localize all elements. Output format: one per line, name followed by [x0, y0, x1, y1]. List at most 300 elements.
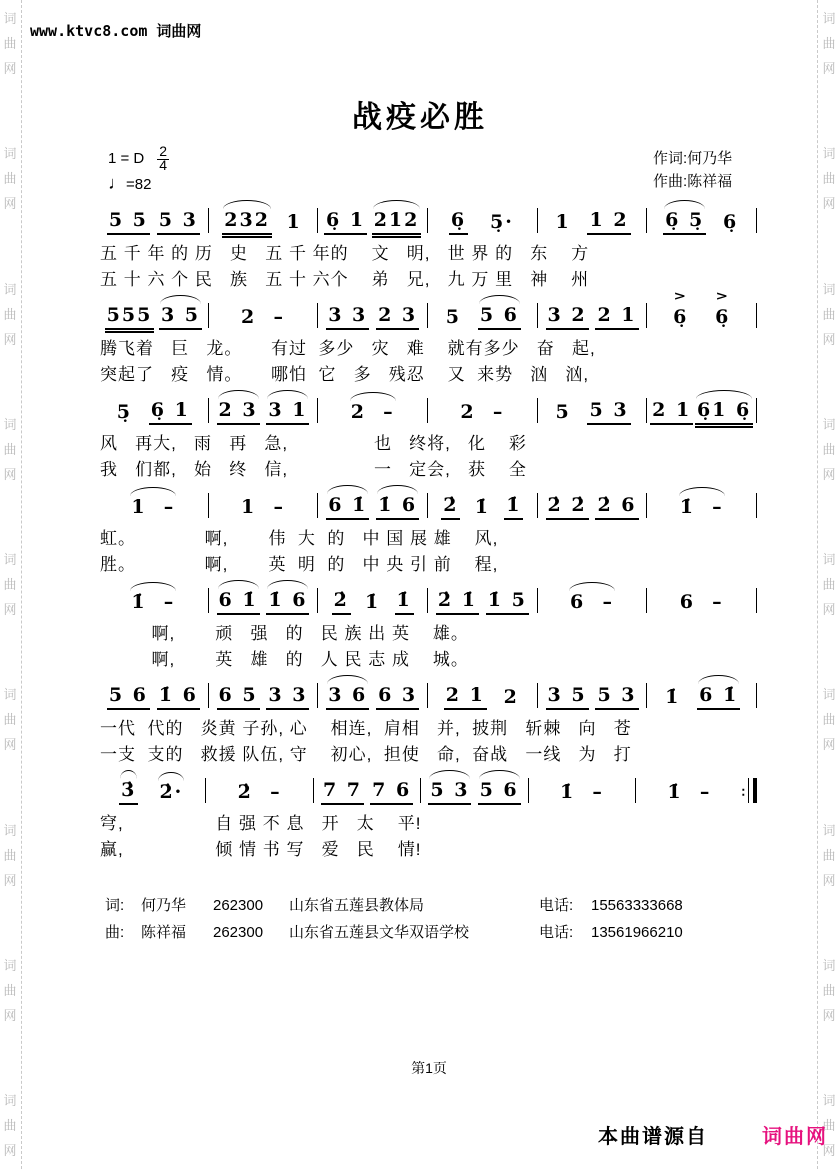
note-group: 2̇: [332, 589, 351, 615]
tempo-value: =82: [126, 176, 152, 193]
note-group: 3 5: [546, 684, 589, 710]
note-group: 7 7: [321, 779, 364, 805]
note-group: 2 1: [650, 399, 693, 425]
barline: [427, 588, 428, 613]
note-group: 1 –: [129, 496, 177, 520]
repeat-dots: ∶: [741, 785, 746, 800]
lyrics-line: 虹。 啊, 伟 大 的 中 国 展 雄 风,: [100, 529, 499, 548]
barline: [537, 208, 538, 233]
song-title: 战疫必胜: [352, 101, 488, 134]
lyrics-line: 五 十 六 个 民 族 五 十 六个 弟 兄, 九 万 里 神 州: [100, 270, 590, 289]
watermark-char: 曲: [822, 1118, 836, 1133]
measure: [100, 304, 207, 336]
note-group: 2 –: [241, 306, 285, 328]
measure: [100, 496, 207, 526]
measure: [210, 589, 317, 621]
watermark-char: 词: [3, 822, 17, 838]
watermark-char: 曲: [3, 306, 17, 322]
tie-arc: [327, 485, 368, 494]
watermark-char: 网: [822, 602, 836, 617]
tie-arc: [327, 675, 368, 684]
note-group: 2 3: [376, 304, 419, 330]
note-group: 3 3: [266, 684, 309, 710]
note-group: 555: [105, 304, 155, 333]
barline: [427, 303, 428, 328]
notation-line: [100, 673, 758, 716]
score: [100, 198, 758, 863]
contact-info: [105, 892, 683, 946]
watermark-char: 词: [3, 957, 17, 973]
notation-system: [100, 768, 758, 863]
lyrics-line: 胜。 啊, 英 明 的 中 央 引 前 程,: [100, 555, 499, 574]
lyrics-line: 穹, 自 强 不 息 开 太 平!: [100, 814, 422, 833]
right-watermark-column: [821, 0, 837, 1169]
note-group: 6 –: [568, 591, 616, 615]
barline: [208, 683, 209, 708]
note-group: 2̇·: [157, 781, 185, 805]
measure: [429, 209, 536, 241]
watermark-char: 曲: [822, 712, 836, 728]
key-signature: [108, 144, 169, 194]
watermark-char: 词: [822, 281, 836, 297]
watermark-text: [2, 141, 18, 216]
barline-thick: [753, 778, 757, 803]
tie-arc: [479, 295, 520, 304]
note-group: 2 –: [460, 401, 505, 423]
watermark-char: 词: [822, 146, 836, 162]
barline: [420, 778, 421, 803]
measure: [429, 684, 536, 716]
lyrics-line: 突起了 疫 情。 哪怕 它 多 残忍 又 来势 汹 汹,: [100, 365, 590, 384]
watermark-char: 曲: [822, 171, 836, 187]
barline: [646, 398, 647, 423]
note-group: 1̇: [474, 496, 490, 518]
watermark-char: 词: [3, 416, 17, 432]
barline: [756, 493, 757, 518]
note-group: 1̇: [665, 686, 681, 708]
watermark-char: 曲: [822, 847, 836, 863]
watermark-char: 词: [822, 416, 836, 432]
watermark-char: 网: [3, 466, 17, 482]
watermark-text: [821, 682, 837, 757]
watermark-char: 词: [822, 11, 836, 26]
note-group: 6̣: [722, 211, 739, 233]
watermark-char: 网: [3, 1143, 17, 1158]
notation-line: [100, 198, 758, 241]
measure: [429, 494, 536, 526]
note-group: 2̇ 2̇: [546, 494, 589, 520]
note-group: 5: [445, 306, 462, 328]
left-watermark-column: [2, 0, 18, 1169]
watermark-text: [821, 818, 837, 893]
barline: [748, 778, 749, 803]
watermark-char: 网: [822, 331, 836, 347]
barline: [537, 303, 538, 328]
note-group: 1̇ –: [678, 496, 726, 520]
measure: [530, 781, 634, 811]
watermark-text: [821, 277, 837, 352]
note-group: 2̇ 1̇: [436, 589, 479, 615]
watermark-text: [2, 547, 18, 622]
measure: [319, 209, 426, 241]
lyrics-line: 五 千 年 的 历 史 五 千 年的 文 明, 世 界 的 东 方: [100, 244, 590, 263]
note-group: 1̇ 6: [157, 684, 200, 710]
barline: [756, 683, 757, 708]
measure: [648, 399, 755, 431]
notation-system: [100, 388, 758, 483]
note-group: 5 3: [587, 399, 630, 425]
measure: [100, 591, 207, 621]
note-group: 2 1: [595, 304, 638, 330]
note-group: 2 1: [444, 684, 487, 710]
watermark-char: 曲: [822, 36, 836, 51]
note-group: 2 –: [349, 401, 397, 425]
contact-org: 山东省五莲县教体局: [289, 897, 425, 914]
measure: [319, 589, 426, 621]
watermark-char: 词: [822, 957, 836, 973]
tie-arc: [479, 770, 520, 779]
watermark-char: 网: [822, 196, 836, 212]
watermark-char: 词: [3, 281, 17, 297]
barline: [317, 208, 318, 233]
accent-mark: >: [715, 288, 731, 304]
tie-arc: [223, 200, 271, 209]
note-group: 5 3: [157, 209, 200, 235]
barline: [313, 778, 314, 803]
lyricist-credit: 作词:何乃华: [653, 150, 733, 167]
measure: [210, 496, 317, 526]
watermark-char: 词: [3, 11, 17, 26]
measure: [648, 288, 755, 336]
watermark-text: [821, 547, 837, 622]
note-group: 2̇ 6: [595, 494, 638, 520]
composer-contact-row: [105, 919, 683, 946]
lyrics-line: 赢, 倾 情 书 写 爱 民 情!: [100, 840, 422, 859]
watermark-char: 词: [3, 146, 17, 162]
tie-arc: [679, 487, 725, 496]
lyrics-line: 我 们都, 始 终 信, 一 定会, 获 全: [100, 460, 527, 479]
site-header: www.ktvc8.com 词曲网: [30, 22, 202, 40]
watermark-text: [821, 412, 837, 487]
barline: [208, 588, 209, 613]
watermark-text: [2, 412, 18, 487]
watermark-text: [2, 953, 18, 1028]
watermark-char: 曲: [3, 36, 17, 51]
barline: [208, 493, 209, 518]
notation-system: [100, 578, 758, 673]
note-group: 212: [372, 209, 422, 238]
barline: [317, 683, 318, 708]
barline: [646, 588, 647, 613]
watermark-char: 曲: [822, 441, 836, 457]
lyrics-line: 啊, 英 雄 的 人 民 志 成 城。: [100, 650, 469, 669]
note-group: 3 5: [159, 304, 202, 330]
measure: [100, 209, 207, 241]
tempo-marking: [108, 174, 169, 194]
time-signature-numerator: 2: [159, 143, 168, 159]
note-group: 2̇: [441, 494, 460, 520]
notation-line: [100, 578, 758, 621]
watermark-char: 网: [822, 1143, 836, 1158]
measure: [100, 399, 207, 431]
watermark-char: 词: [3, 552, 17, 567]
note-group: 6̣ 5̣: [663, 209, 706, 235]
notation-system: [100, 673, 758, 768]
source-footer: [598, 1120, 828, 1149]
lyrics-line: 一代 代的 炎黄 子孙, 心 相连, 肩相 并, 披荆 斩棘 向 苍: [100, 719, 632, 738]
barline: [537, 493, 538, 518]
watermark-char: 网: [3, 737, 17, 753]
watermark-char: 词: [3, 687, 17, 703]
lyrics-line: 腾飞着 巨 龙。 有过 多少 灾 难 就有多少 奋 起,: [100, 339, 596, 358]
watermark-text: [2, 818, 18, 893]
tie-arc: [429, 770, 470, 779]
note-group: 6 5: [217, 684, 260, 710]
barline: [537, 398, 538, 423]
watermark-char: 曲: [3, 982, 17, 998]
note-group: 6 –: [679, 591, 724, 613]
note-group: 6̣: [449, 209, 468, 235]
watermark-char: 网: [3, 61, 17, 76]
note-group: 1̇ –: [667, 781, 712, 803]
barline: [317, 398, 318, 423]
notation-line: [100, 288, 758, 336]
barline: [208, 303, 209, 328]
time-signature-denominator: 4: [159, 157, 168, 173]
measure: [539, 591, 646, 621]
lyrics-line: 风 再大, 雨 再 急, 也 终将, 化 彩: [100, 434, 527, 453]
tie-arc: [160, 295, 201, 304]
tie-arc: [350, 392, 396, 401]
watermark-char: 曲: [822, 577, 836, 592]
watermark-char: 曲: [3, 1118, 17, 1133]
measure: [539, 399, 646, 431]
note-group: 7 6: [370, 779, 413, 805]
measure: [319, 684, 426, 716]
measure: [429, 304, 536, 336]
key-scale: 1 = D: [108, 150, 145, 167]
tie-arc: [696, 390, 752, 399]
tie-arc: [158, 772, 184, 781]
note-group: 6̣ >: [671, 306, 690, 330]
note-group: 3 2: [546, 304, 589, 330]
barline: [646, 683, 647, 708]
barline: [205, 778, 206, 803]
note-group: 6 1̇: [217, 589, 260, 615]
barline: [635, 778, 636, 803]
watermark-char: 词: [822, 687, 836, 703]
watermark-text: [2, 682, 18, 757]
measure: [210, 399, 317, 431]
note-group: 5 5: [107, 209, 150, 235]
barline: [756, 208, 757, 233]
tie-arc: [130, 487, 176, 496]
tie-arc: [664, 200, 705, 209]
watermark-char: 网: [3, 602, 17, 617]
note-group: 6̣ 1: [149, 399, 192, 425]
measure: [207, 781, 311, 811]
watermark-char: 曲: [822, 306, 836, 322]
page-number: 第1页: [411, 1060, 447, 1076]
measure: [648, 591, 755, 621]
note-group: 1̇: [504, 494, 523, 520]
contact-name: 何乃华: [141, 897, 187, 914]
measure: [539, 209, 646, 241]
watermark-char: 网: [3, 196, 17, 212]
measure: [319, 304, 426, 336]
note-group: 5̣·: [489, 211, 514, 233]
watermark-char: 网: [3, 331, 17, 347]
contact-postcode: 262300: [213, 924, 264, 941]
contact-org: 山东省五莲县文华双语学校: [289, 924, 470, 941]
note-group: 5̣: [116, 401, 133, 423]
barline: [317, 303, 318, 328]
watermark-char: 网: [822, 1007, 836, 1023]
watermark-char: 词: [822, 552, 836, 567]
note-group: 1: [286, 211, 302, 233]
right-dashed-rule: [817, 0, 818, 1169]
note-group: 2̇ –: [237, 781, 282, 803]
barline: [528, 778, 529, 803]
barline: [756, 303, 757, 328]
barline: [537, 588, 538, 613]
barline: [427, 398, 428, 423]
source-label: 本曲谱源自: [598, 1126, 708, 1148]
note-group: 1̇: [395, 589, 414, 615]
barline: [317, 588, 318, 613]
watermark-char: 曲: [3, 577, 17, 592]
note-group: 3 1: [266, 399, 309, 425]
measure: [648, 684, 755, 716]
contact-phone: 15563333668: [591, 897, 683, 914]
note-group: 1: [555, 211, 571, 233]
lyrics-line: 一支 支的 救援 队伍, 守 初心, 担使 命, 奋战 一线 为 打: [100, 745, 632, 764]
tie-arc: [218, 580, 259, 589]
watermark-char: 网: [822, 466, 836, 482]
watermark-text: [2, 1088, 18, 1163]
barline: [427, 208, 428, 233]
contact-postcode: 262300: [213, 897, 264, 914]
watermark-char: 词: [822, 1093, 836, 1108]
tie-arc: [569, 582, 615, 591]
composer-credit: 作曲:陈祥福: [653, 173, 733, 190]
contact-name: 陈祥福: [141, 924, 187, 941]
note-group: 232: [222, 209, 272, 238]
barline: [646, 208, 647, 233]
measure: [210, 684, 317, 716]
note-group: 2 3: [217, 399, 260, 425]
watermark-text: [2, 277, 18, 352]
note-group: 3̇: [119, 779, 138, 805]
note-group: 1̇: [365, 591, 381, 613]
note-group: 2: [503, 686, 519, 708]
tie-arc: [267, 580, 308, 589]
note-group: 6 1̇: [326, 494, 369, 520]
note-group: 1̇ 6: [376, 494, 419, 520]
watermark-text: [821, 953, 837, 1028]
lyricist-contact-row: [105, 892, 683, 919]
note-group: 1̇ 6: [266, 589, 309, 615]
watermark-char: 网: [822, 61, 836, 76]
tie-arc: [377, 485, 418, 494]
measure: [210, 209, 317, 241]
watermark-char: 曲: [822, 982, 836, 998]
watermark-char: 网: [822, 737, 836, 753]
watermark-char: 曲: [3, 171, 17, 187]
left-dashed-rule: [21, 0, 22, 1169]
repeat-end-sign: [742, 778, 758, 811]
watermark-char: 网: [3, 1007, 17, 1023]
measure: [100, 684, 207, 716]
measure: [422, 779, 526, 811]
tie-arc: [218, 390, 259, 399]
measure: [100, 779, 204, 811]
contact-phone-label: 电话:: [539, 897, 574, 914]
barline: [427, 493, 428, 518]
watermark-text: [821, 6, 837, 81]
barline: [646, 493, 647, 518]
accent-mark: >: [673, 288, 689, 304]
measure: [210, 306, 317, 336]
measure: [539, 494, 646, 526]
note-group: 6 3: [376, 684, 419, 710]
lyrics-line: 啊, 顽 强 的 民 族 出 英 雄。: [100, 624, 469, 643]
watermark-char: 词: [822, 822, 836, 838]
watermark-char: 词: [3, 1093, 17, 1108]
note-group: 6̣ >: [713, 306, 732, 330]
notation-system: [100, 288, 758, 388]
note-group: 6̣1 6̣: [695, 399, 753, 428]
note-group: 5 6: [478, 779, 521, 805]
watermark-text: [821, 141, 837, 216]
measure: [539, 304, 646, 336]
measure: [539, 684, 646, 716]
barline: [646, 303, 647, 328]
watermark-char: 网: [3, 872, 17, 888]
note-group: 1̇ 5: [486, 589, 529, 615]
notation-system: [100, 483, 758, 578]
barline: [427, 683, 428, 708]
contact-role: 曲:: [105, 924, 125, 941]
note-group: 5: [555, 401, 571, 423]
measure: [319, 401, 426, 431]
note-group: 1 –: [241, 496, 285, 518]
measure: [648, 209, 755, 241]
tie-arc: [130, 582, 176, 591]
note-group: 5 6: [478, 304, 521, 330]
note-group: 1̇ –: [559, 781, 604, 803]
measure: [429, 401, 536, 431]
barline: [208, 398, 209, 423]
watermark-char: 曲: [3, 712, 17, 728]
barline: [208, 208, 209, 233]
notation-line: [100, 388, 758, 431]
watermark-char: 网: [822, 872, 836, 888]
barline: [756, 398, 757, 423]
notation-line: [100, 483, 758, 526]
barline: [537, 683, 538, 708]
watermark-char: 曲: [3, 847, 17, 863]
tie-arc: [267, 390, 308, 399]
notation-line: [100, 768, 758, 811]
watermark-text: [2, 6, 18, 81]
barline: [756, 588, 757, 613]
note-group: 6̣ 1: [324, 209, 367, 235]
notation-system: [100, 198, 758, 293]
note-group: 5 3: [428, 779, 471, 805]
measure: [315, 779, 419, 811]
note-group: 5 6: [107, 684, 150, 710]
